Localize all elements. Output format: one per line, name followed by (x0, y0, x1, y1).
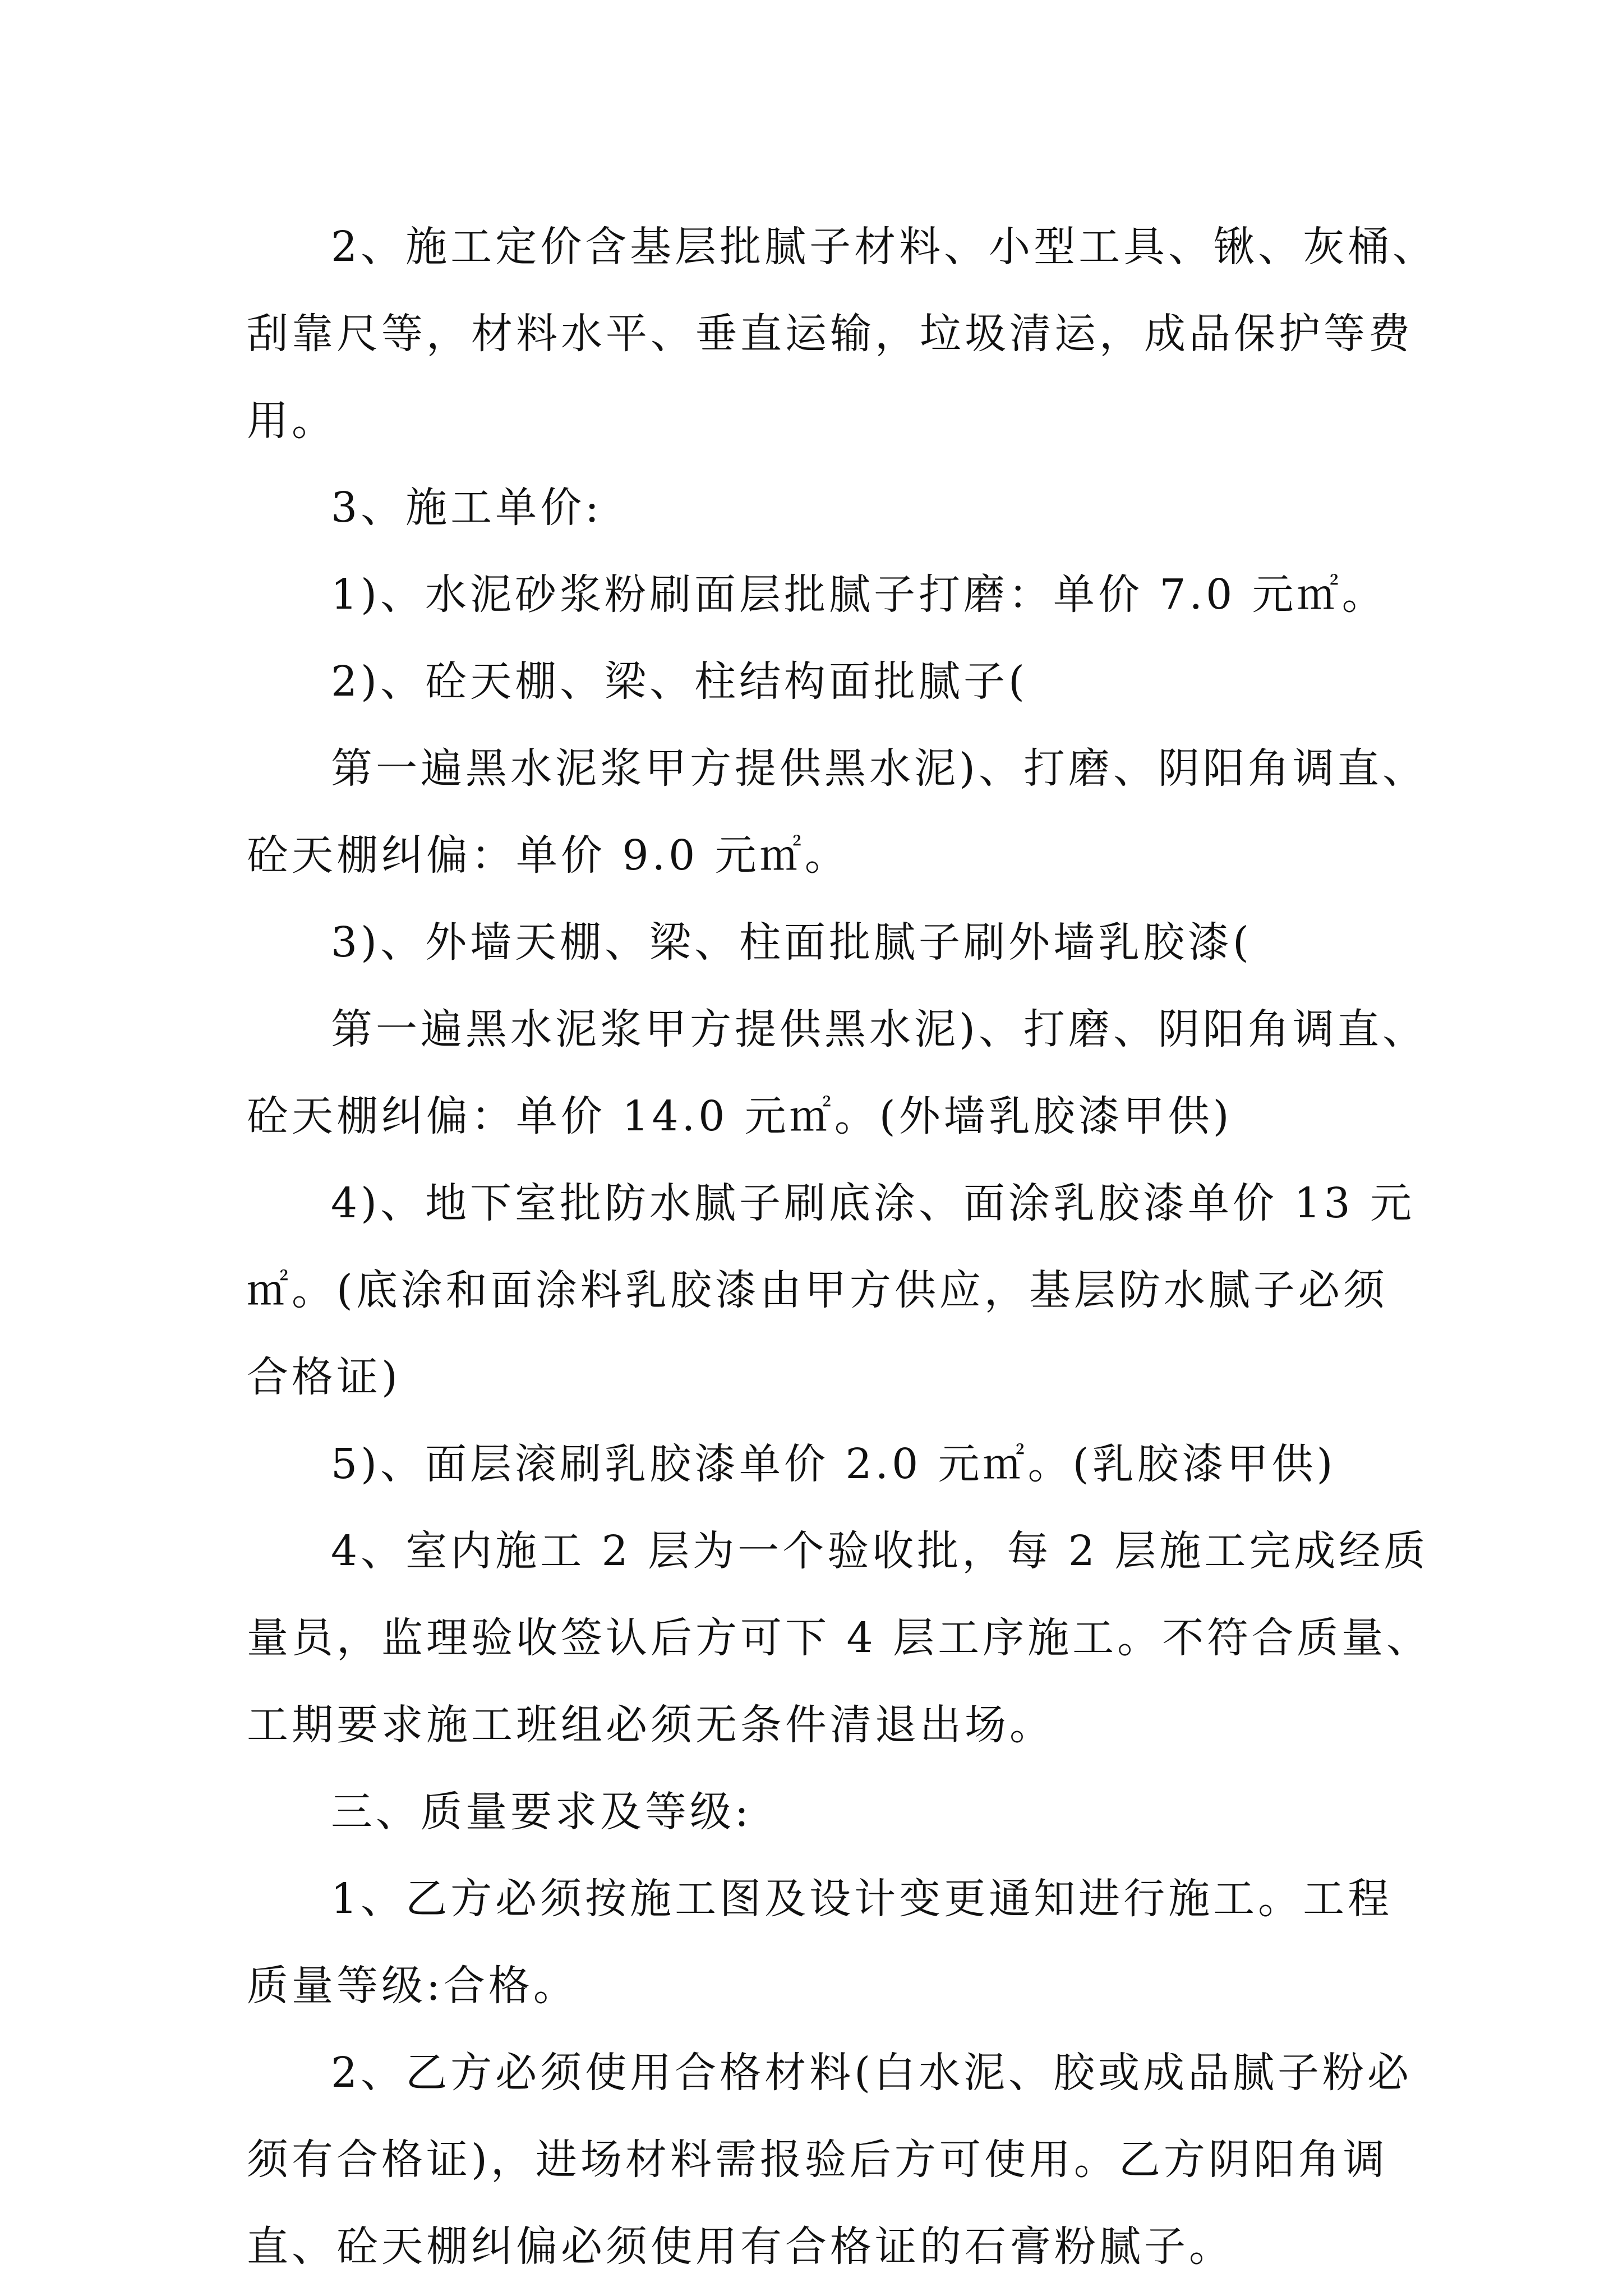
text-line: 2、施工定价含基层批腻子材料、小型工具、锹、灰桶、 (331, 223, 1438, 271)
text-line: 须有合格证)，进场材料需报验后方可使用。乙方阴阳角调 (247, 2136, 1388, 2184)
text-line: 合格证) (247, 1353, 401, 1401)
text-line: 4、室内施工 2 层为一个验收批，每 2 层施工完成经质 (331, 1527, 1429, 1575)
text-line: 1、乙方必须按施工图及设计变更通知进行施工。工程 (331, 1875, 1393, 1923)
text-line: 4)、地下室批防水腻子刷底涂、面涂乳胶漆单价 13 元 (331, 1179, 1415, 1227)
text-line: 砼天棚纠偏：单价 14.0 元㎡。(外墙乳胶漆甲供) (247, 1092, 1233, 1140)
text-line: 3)、外墙天棚、梁、柱面批腻子刷外墙乳胶漆( (331, 918, 1252, 967)
text-line: 量员，监理验收签认后方可下 4 层工序施工。不符合质量、 (247, 1614, 1432, 1662)
text-line: 第一遍黑水泥浆甲方提供黑水泥)、打磨、阴阳角调直、 (331, 744, 1427, 793)
text-line: 用。 (247, 397, 336, 445)
text-line: 2、乙方必须使用合格材料(白水泥、胶或成品腻子粉必 (331, 2049, 1412, 2097)
text-line: 三、质量要求及等级: (331, 1788, 752, 1836)
text-line: 直、砼天棚纠偏必须使用有合格证的石膏粉腻子。 (247, 2223, 1234, 2271)
text-line: 工期要求施工班组必须无条件清退出场。 (247, 1701, 1054, 1749)
text-line: 1)、水泥砂浆粉刷面层批腻子打磨：单价 7.0 元㎡。 (331, 570, 1387, 619)
text-line: 第一遍黑水泥浆甲方提供黑水泥)、打磨、阴阳角调直、 (331, 1005, 1427, 1053)
text-line: 质量等级:合格。 (247, 1962, 578, 2010)
text-line: 5)、面层滚刷乳胶漆单价 2.0 元㎡。(乳胶漆甲供) (331, 1440, 1336, 1488)
text-line: 刮靠尺等，材料水平、垂直运输，垃圾清运，成品保护等费 (247, 310, 1413, 358)
text-line: 砼天棚纠偏：单价 9.0 元㎡。 (247, 831, 850, 880)
text-line: 2)、砼天棚、梁、柱结构面批腻子( (331, 657, 1028, 706)
text-line: ㎡。(底涂和面涂料乳胶漆由甲方供应，基层防水腻子必须 (247, 1266, 1388, 1314)
text-line: 3、施工单价: (331, 484, 603, 532)
